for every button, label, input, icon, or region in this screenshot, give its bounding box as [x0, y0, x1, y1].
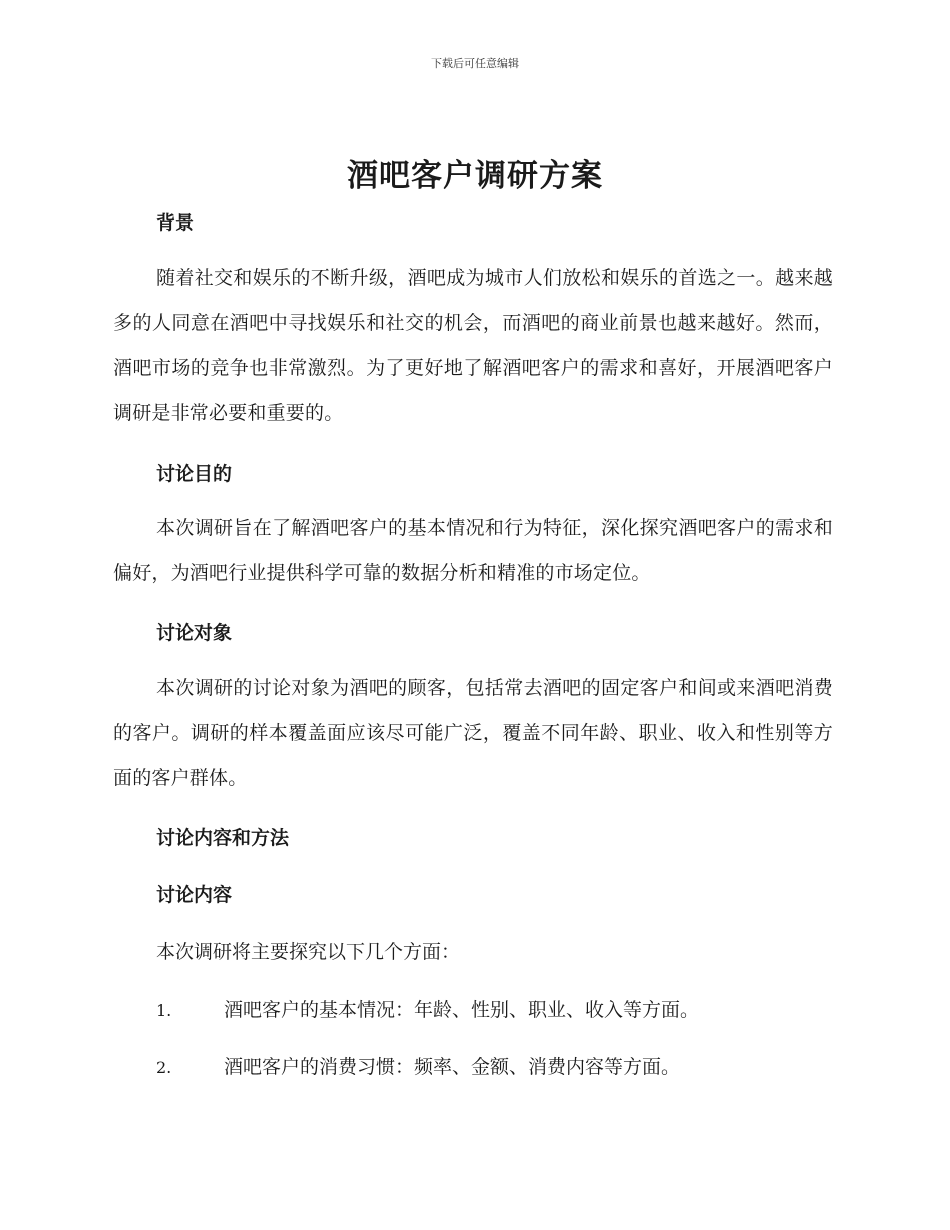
paragraph-purpose: 本次调研旨在了解酒吧客户的基本情况和行为特征，深化探究酒吧客户的需求和偏好，为酒吧行业提供科学可靠的数据分析和精准的市场定位。	[113, 517, 833, 584]
paragraph-background: 随着社交和娱乐的不断升级，酒吧成为城市人们放松和娱乐的首选之一。越来越多的人同意在酒吧中寻找娱乐和社交的机会，而酒吧的商业前景也越来越好。然而，酒吧市场的竞争也非常激烈。为了更好地了解酒吧客户的需求和喜好，开展酒吧客户调研是非常必要和重要的。	[113, 267, 833, 424]
content-intro: 本次调研将主要探究以下几个方面：	[156, 941, 461, 963]
list-item-text: 酒吧客户的消费习惯：频率、金额、消费内容等方面。	[224, 1056, 681, 1078]
list-item-number: 2.	[156, 1058, 172, 1077]
heading-target: 讨论对象	[156, 622, 233, 644]
heading-purpose: 讨论目的	[156, 463, 233, 485]
heading-content-method: 讨论内容和方法	[156, 827, 290, 849]
list-item	[156, 995, 699, 1022]
heading-background: 背景	[156, 212, 195, 234]
paragraph-target: 本次调研的讨论对象为酒吧的顾客，包括常去酒吧的固定客户和间或来酒吧消费的客户。调研的样本覆盖面应该尽可能广泛，覆盖不同年龄、职业、收入和性别等方面的客户群体。	[113, 677, 833, 789]
list-item	[156, 1052, 680, 1079]
document-title: 酒吧客户调研方案	[347, 158, 603, 194]
heading-content: 讨论内容	[156, 884, 233, 906]
list-item-number: 1.	[156, 1001, 172, 1020]
header-note: 下载后可任意编辑	[431, 57, 519, 70]
list-item-text: 酒吧客户的基本情况：年龄、性别、职业、收入等方面。	[224, 999, 700, 1021]
